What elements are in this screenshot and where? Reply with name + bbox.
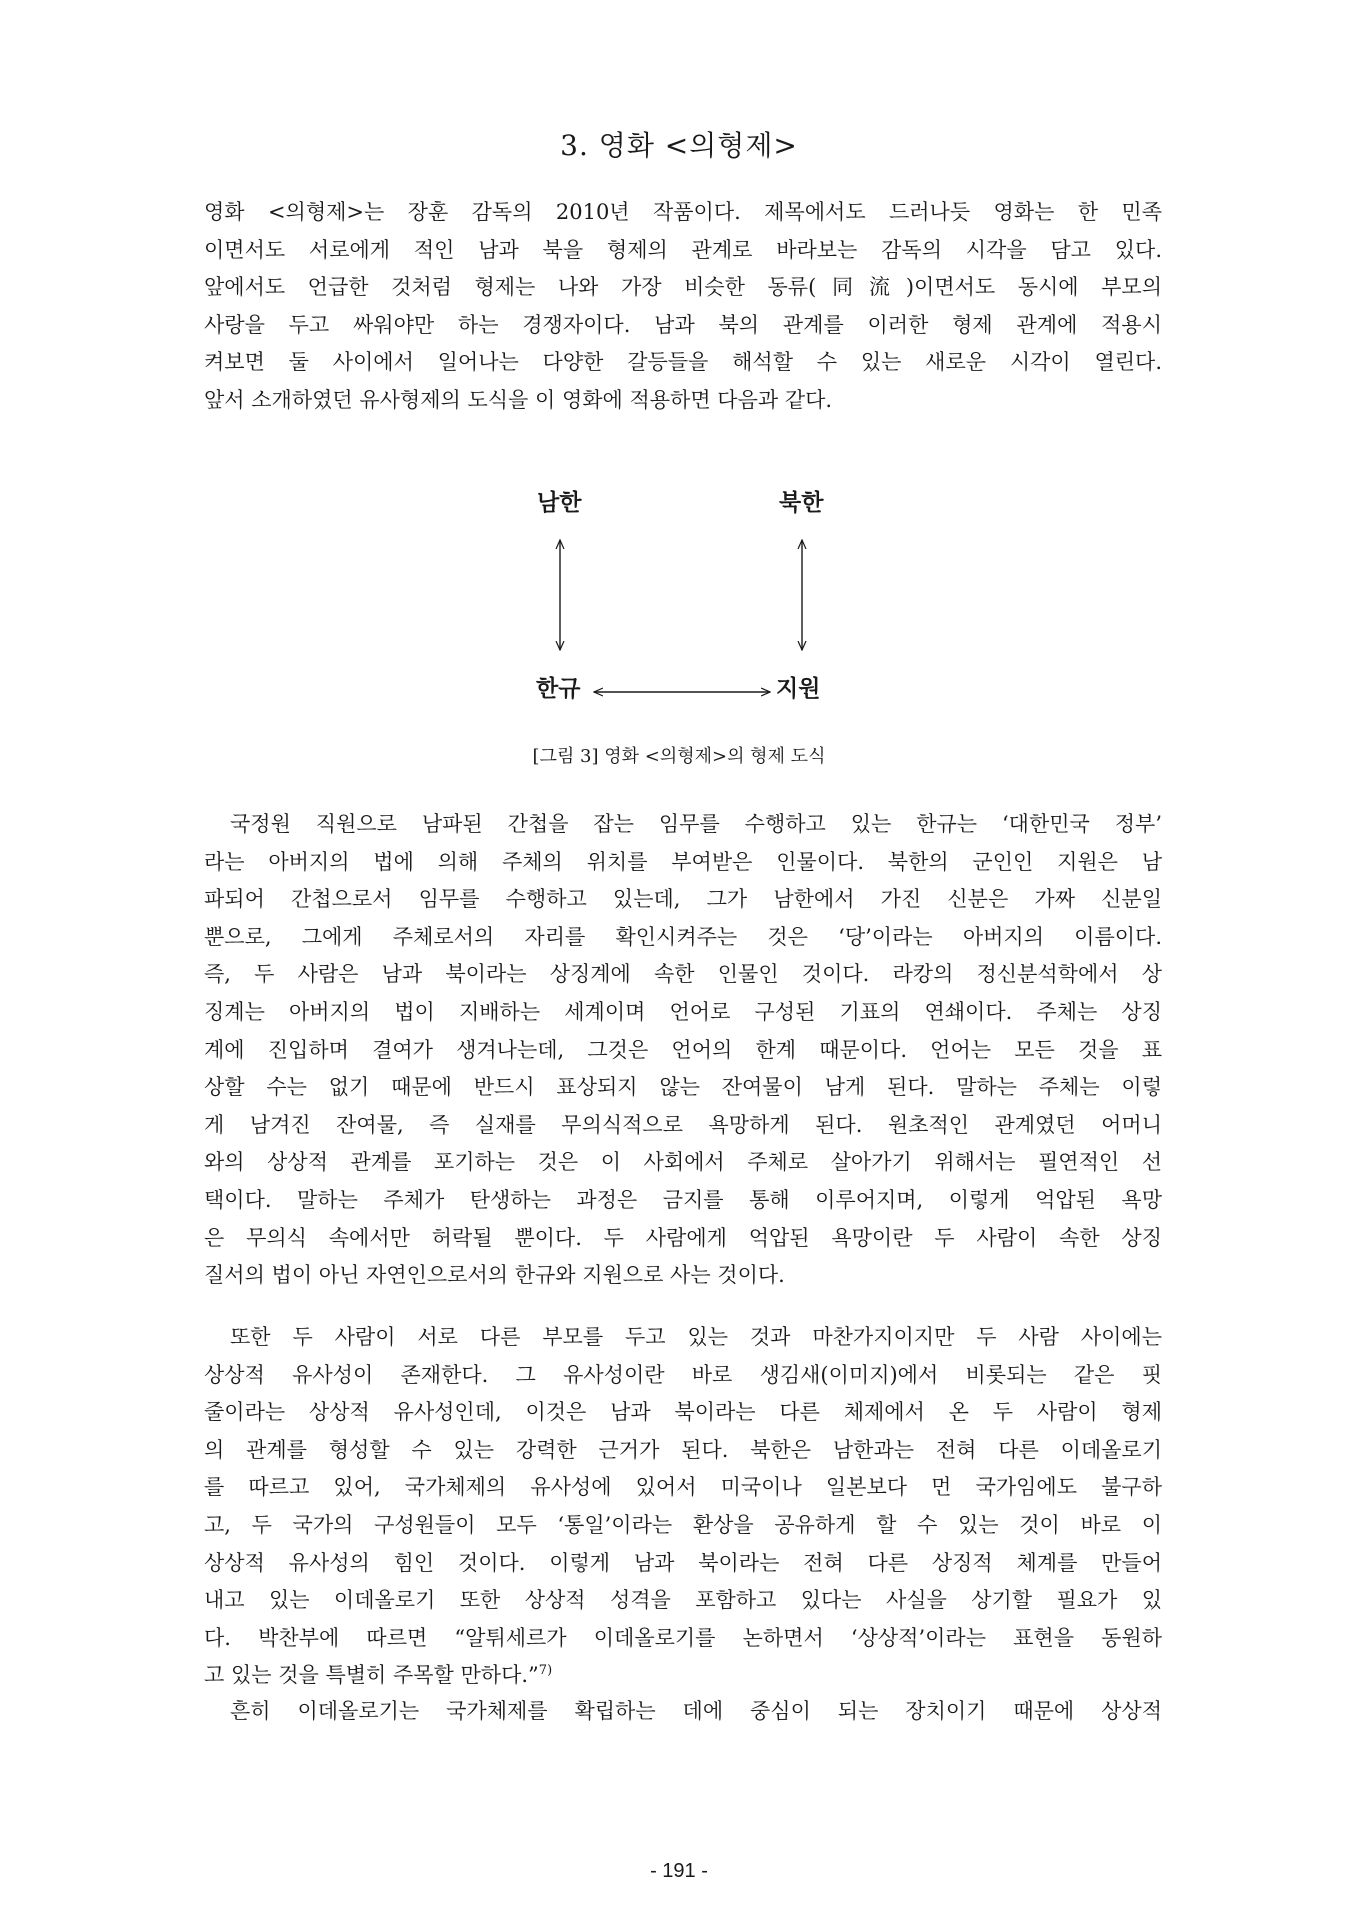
node-hangyu: 한규 [536,676,581,702]
text-line: 택이다. 말하는 주체가 탄생하는 과정은 금지를 통해 이루어지며, 이렇게 억압된 욕망 [204,1187,1162,1212]
text-line: 징계는 아버지의 법이 지배하는 세계이며 언어로 구성된 기표의 연쇄이다. 주체는 상징 [204,999,1162,1024]
paragraph-4 [204,1693,1162,1731]
brotherhood-diagram [0,470,1358,770]
text-line: 고, 두 국가의 구성원들이 모두 ‘통일’이라는 환상을 공유하게 할 수 있는 것이 바로 이 [204,1512,1162,1537]
text-line: 고 있는 것을 특별히 주목할 만하다.” [204,1663,539,1688]
text-line: 앞서 소개하였던 유사형제의 도식을 이 영화에 적용하면 다음과 같다. [204,387,833,412]
footnote-reference[interactable]: 7) [538,1663,553,1679]
text-line: 질서의 법이 아닌 자연인으로서의 한규와 지원으로 사는 것이다. [204,1263,785,1288]
text-line: 의 관계를 형성할 수 있는 강력한 근거가 된다. 북한은 남한과는 전혀 다른 이데올로기 [204,1437,1162,1462]
text-line: 영화 <의형제>는 장훈 감독의 2010년 작품이다. 제목에서도 드러나듯 영화는 한 민족 [204,200,1162,224]
section-heading: 3. 영화 <의형제> [560,129,798,162]
text-line-with-footnote [204,1657,1162,1695]
diagram-arrows [0,470,1358,770]
text-line: 파되어 간첩으로서 임무를 수행하고 있는데, 그가 남한에서 가진 신분은 가짜 신분일 [204,887,1162,912]
text-line: 상상적 유사성의 힘인 것이다. 이렇게 남과 북이라는 전혀 다른 상징적 체계를 만들어 [204,1550,1162,1575]
figure-caption: [그림 3] 영화 <의형제>의 형제 도식 [532,746,826,767]
text-line: 계에 진입하며 결여가 생겨나는데, 그것은 언어의 한계 때문이다. 언어는 모든 것을 표 [204,1037,1162,1062]
text-line: 사랑을 두고 싸워야만 하는 경쟁자이다. 남과 북의 관계를 이러한 형제 관계에 적용시 [204,312,1162,337]
text-line: 뿐으로, 그에게 주체로서의 자리를 확인시켜주는 것은 ‘당’이라는 아버지의 이름이다. [204,924,1162,949]
node-north-korea: 북한 [779,490,824,516]
text-line: 내고 있는 이데올로기 또한 상상적 성격을 포함하고 있다는 사실을 상기할 필요가 있 [204,1588,1162,1613]
text-line: 와의 상상적 관계를 포기하는 것은 이 사회에서 주체로 살아가기 위해서는 필연적인 선 [204,1150,1162,1175]
node-south-korea: 남한 [537,490,582,516]
text-line: 게 남겨진 잔여물, 즉 실재를 무의식적으로 욕망하게 된다. 원초적인 관계였던 어머니 [204,1112,1162,1137]
text-line: 상상적 유사성이 존재한다. 그 유사성이란 바로 생김새(이미지)에서 비롯되는 같은 핏 [204,1362,1162,1387]
text-line: 를 따르고 있어, 국가체제의 유사성에 있어서 미국이나 일본보다 먼 국가임에도 불구하 [204,1475,1162,1500]
paragraph-2 [204,806,1162,1295]
text-line: 또한 두 사람이 서로 다른 부모를 두고 있는 것과 마찬가지이지만 두 사람 사이에는 [230,1325,1162,1349]
text-line: 즉, 두 사람은 남과 북이라는 상징계에 속한 인물인 것이다. 라캉의 정신분석학에서 상 [204,962,1162,987]
node-jiwon: 지원 [776,676,821,702]
text-line: 켜보면 둘 사이에서 일어나는 다양한 갈등들을 해석할 수 있는 새로운 시각이 열린다. [204,350,1162,375]
text-line: 라는 아버지의 법에 의해 주체의 위치를 부여받은 인물이다. 북한의 군인인 지원은 남 [204,849,1162,874]
text-line: 은 무의식 속에서만 허락될 뿐이다. 두 사람에게 억압된 욕망이란 두 사람이 속한 상징 [204,1225,1162,1250]
text-line: 줄이라는 상상적 유사성인데, 이것은 남과 북이라는 다른 체제에서 온 두 사람이 형제 [204,1400,1162,1425]
text-line: 상할 수는 없기 때문에 반드시 표상되지 않는 잔여물이 남게 된다. 말하는 주체는 이렇 [204,1075,1162,1100]
text-line: 앞에서도 언급한 것처럼 형제는 나와 가장 비슷한 동류(同流)이면서도 동시에 부모의 [204,275,1162,300]
paragraph-1 [204,194,1162,420]
text-line: 다. 박찬부에 따르면 “알튀세르가 이데올로기를 논하면서 ‘상상적’이라는 표현을 동원하 [204,1625,1162,1650]
text-line: 이면서도 서로에게 적인 남과 북을 형제의 관계로 바라보는 감독의 시각을 담고 있다. [204,237,1162,262]
text-line: 흔히 이데올로기는 국가체제를 확립하는 데에 중심이 되는 장치이기 때문에 상상적 [230,1699,1162,1723]
paragraph-3 [204,1319,1162,1695]
text-line: 국정원 직원으로 남파된 간첩을 잡는 임무를 수행하고 있는 한규는 ‘대한민국 정부’ [230,812,1162,836]
page-number: - 191 - [650,1860,708,1882]
